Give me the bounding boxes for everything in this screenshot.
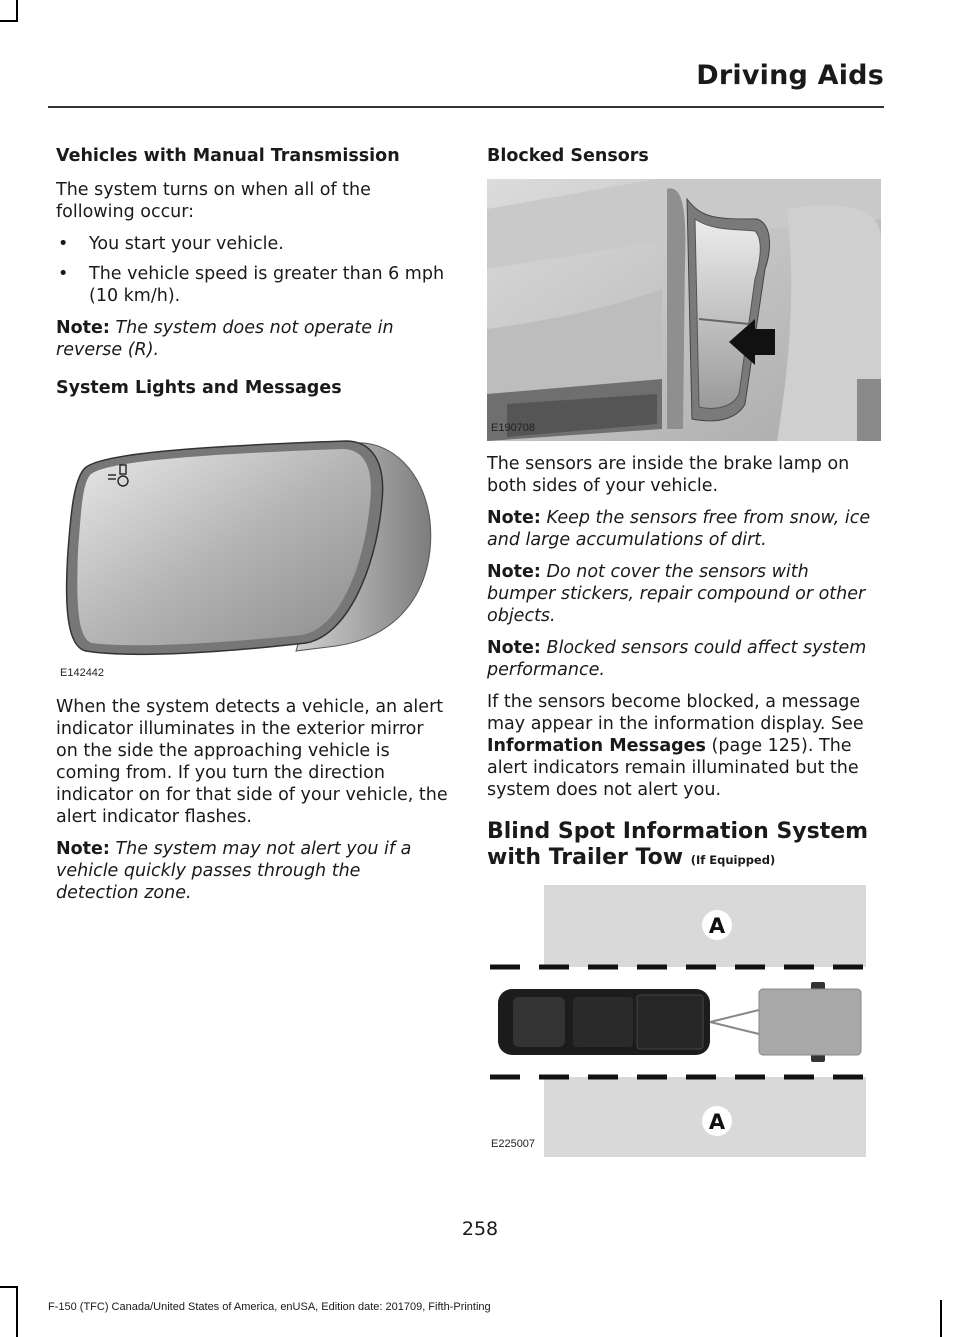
figure-code: E190708 — [491, 422, 536, 434]
zone-a-marker — [702, 910, 732, 940]
crop-mark — [0, 1286, 18, 1288]
note-label: Note: — [56, 839, 110, 859]
footer-edition: F-150 (TFC) Canada/United States of America, enUSA, Edition date: 201709, Fifth-Printing — [48, 1301, 491, 1313]
note-label: Note: — [56, 318, 110, 338]
zone-label: A — [708, 914, 726, 938]
note — [487, 637, 881, 681]
mirror-figure — [56, 411, 448, 686]
intro-text: The system turns on when all of the following occur: — [56, 180, 371, 222]
heading-manual-transmission: Vehicles with Manual Transmission — [56, 146, 400, 166]
left-column — [56, 145, 448, 914]
brake-lamp-illustration — [487, 179, 881, 441]
note-text: Keep the sensors free from snow, ice and large accumulations of dirt. — [487, 508, 871, 550]
note-text: The system does not operate in reverse (R). — [56, 318, 394, 360]
pickup-truck-icon — [498, 989, 710, 1055]
blocked-text-end: (page 125). The alert indicators remain illuminated but the system does not alert you. — [487, 736, 859, 800]
information-messages-link[interactable]: Information Messages — [487, 736, 706, 756]
note-label: Note: — [487, 508, 541, 528]
conditions-list — [56, 233, 448, 307]
figure-code: E225007 — [491, 1138, 536, 1150]
alert-paragraph: When the system detects a vehicle, an alert indicator illuminates in the exterior mirror on the side the approaching vehicle is coming from. If you turn the direction indicator on for that side of your vehicle, the alert indicator flashes. — [56, 697, 448, 827]
note-text: Do not cover the sensors with bumper stickers, repair compound or other objects. — [487, 562, 866, 626]
sensors-paragraph: The sensors are inside the brake lamp on both sides of your vehicle. — [487, 454, 850, 496]
note — [487, 507, 881, 551]
note — [56, 838, 448, 904]
trailer-icon — [759, 982, 861, 1062]
note — [487, 561, 881, 627]
note-text: Blocked sensors could affect system performance. — [487, 638, 867, 680]
note-label: Note: — [487, 638, 541, 658]
trailer-tow-figure — [487, 885, 881, 1157]
list-item: • You start your vehicle. — [56, 233, 448, 255]
note-text: The system may not alert you if a vehicle quickly passes through the detection zone. — [56, 839, 412, 903]
blocked-paragraph — [487, 691, 881, 801]
heading-system-lights: System Lights and Messages — [56, 378, 342, 398]
crop-mark — [16, 0, 18, 22]
list-item: • The vehicle speed is greater than 6 mph (10 km/h). — [56, 263, 448, 307]
zone-label: A — [708, 1110, 726, 1134]
heading-trailer-tow — [487, 819, 881, 873]
note-label: Note: — [487, 562, 541, 582]
right-column — [487, 145, 881, 1157]
heading-blocked-sensors: Blocked Sensors — [487, 146, 649, 166]
page-number: 258 — [461, 1218, 499, 1240]
crop-mark — [16, 1286, 18, 1337]
blocked-text-start: If the sensors become blocked, a message may appear in the information display. See — [487, 692, 864, 734]
brake-lamp-figure — [487, 179, 881, 441]
heading-trailer-tow-text: Blind Spot Information System with Trailer Tow — [487, 819, 869, 870]
if-equipped-label: (If Equipped) — [690, 853, 776, 867]
header-rule — [48, 106, 884, 108]
crop-mark — [940, 1300, 942, 1337]
page-title: Driving Aids — [696, 60, 884, 91]
mirror-illustration — [56, 411, 448, 686]
note — [56, 317, 448, 361]
trailer-zone-diagram — [487, 885, 881, 1157]
figure-code: E142442 — [60, 667, 105, 679]
zone-a-marker — [702, 1106, 732, 1136]
crop-mark — [0, 20, 18, 22]
